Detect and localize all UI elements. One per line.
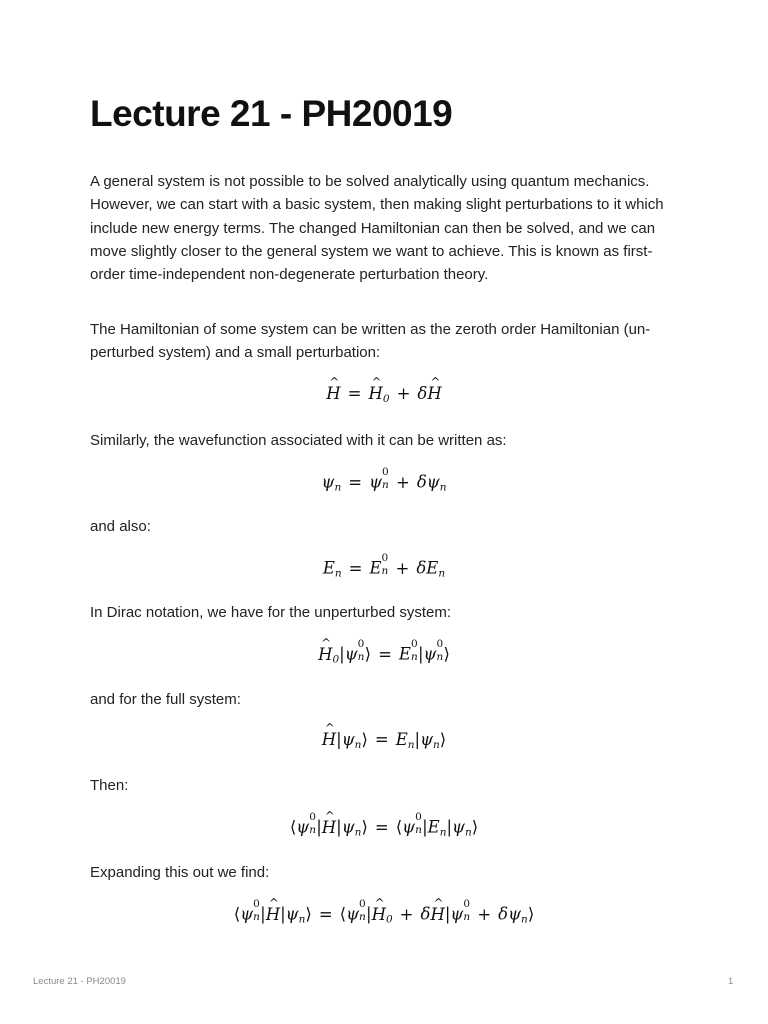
equation-projection: ⟨ψ 0 n |^ $H|\psi_n⟩$ = ⟨ψ 0 n $|E_n|\psi_n⟩$ (90, 816, 678, 839)
equation-hamiltonian: ^ H =^ $H_0$ + δ^ H (90, 384, 678, 405)
page-number: 1 (728, 976, 734, 987)
equation-full-system: ^ $H|\psi_n⟩$ = $E_n|\psi_n⟩$ (90, 730, 678, 751)
equation-energy: $E_n = E$ 0 n + $\delta E_n$ (322, 552, 446, 580)
paragraph-expanding: Expanding this out we find: (90, 864, 270, 881)
equation-wavefunction: $\psi_n = \psi$ 0 n + $\delta\psi_n$ (321, 466, 447, 494)
equation-unperturbed: ^ $H_0|\psi$ 0 n ⟩ = E 0 n |ψ 0 n ⟩ (90, 643, 678, 666)
paragraph-full: and for the full system: (90, 691, 241, 708)
footer-title: Lecture 21 - PH20019 (33, 976, 126, 987)
paragraph-then: Then: (90, 777, 129, 794)
paragraph-wavefunction: Similarly, the wavefunction associated with it can be written as: (90, 432, 507, 449)
page-title: Lecture 21 - PH20019 (90, 93, 453, 134)
paragraph-also: and also: (90, 518, 151, 535)
equation-expanded: ⟨ψ 0 n |^ $H|\psi_n⟩$ = ⟨ψ 0 n |^ $H_0$ + δ^ H|ψ 0 n + $\delta\psi_n⟩$ (90, 903, 678, 926)
paragraph-hamiltonian: The Hamiltonian of some system can be written as the zeroth order Hamiltonian (un-perturbed system) and a small perturbation: (90, 321, 651, 362)
paragraph-dirac: In Dirac notation, we have for the unperturbed system: (90, 604, 452, 621)
paragraph-intro: A general system is not possible to be solved analytically using quantum mechanics. However, we can start with a basic system, then making slight perturbations to it which include new energy terms. The changed Hamiltonian can then be solved, and we can move slightly closer to the general system we want to achieve. This is known as first-order time-independent non-degenerate perturbation theory. (90, 173, 664, 284)
